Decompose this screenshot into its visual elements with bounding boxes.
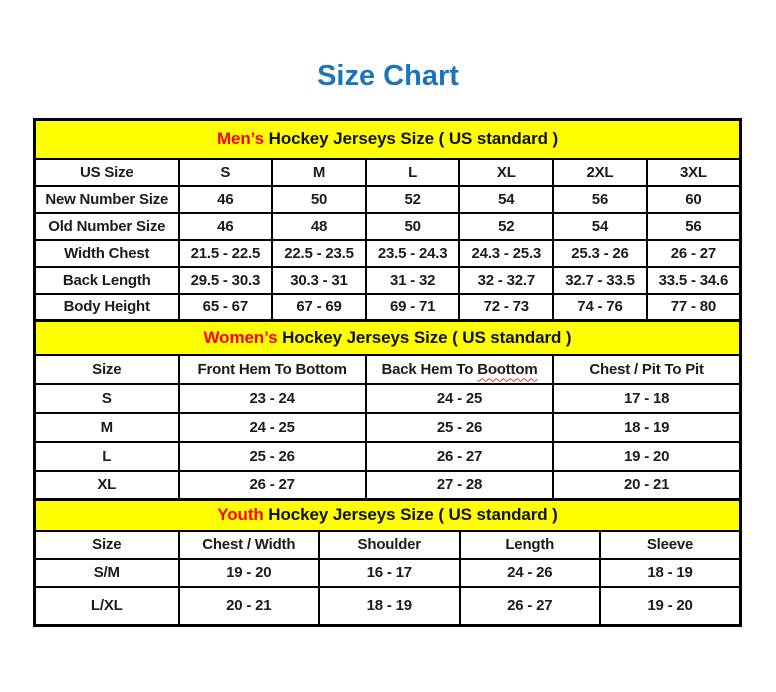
mens-data-cell: 25.3 - 26 (553, 240, 647, 267)
mens-data-cell: 33.5 - 34.6 (647, 267, 741, 294)
mens-row-label: New Number Size (35, 186, 179, 213)
youth-data-cell: 24 - 26 (460, 559, 601, 587)
youth-column-header-0: Size (35, 531, 179, 559)
mens-row-2 (35, 240, 741, 267)
mens-data-cell: 74 - 76 (553, 294, 647, 321)
mens-section-header (35, 120, 741, 159)
youth-section-header-text: Hockey Jerseys Size ( US standard ) (263, 505, 558, 525)
youth-data-cell: 26 - 27 (460, 587, 601, 626)
womens-row-label: M (35, 413, 179, 442)
mens-row-label: Back Length (35, 267, 179, 294)
mens-row-3 (35, 267, 741, 294)
mens-row-label: Old Number Size (35, 213, 179, 240)
mens-row-label: Body Height (35, 294, 179, 321)
youth-data-cell: 18 - 19 (600, 559, 741, 587)
mens-data-cell: 32.7 - 33.5 (553, 267, 647, 294)
mens-data-cell: 30.3 - 31 (272, 267, 366, 294)
womens-data-cell: 18 - 19 (553, 413, 740, 442)
youth-row-label: L/XL (35, 587, 179, 626)
mens-data-cell: 26 - 27 (647, 240, 741, 267)
mens-row-4 (35, 294, 741, 321)
mens-row-1 (35, 213, 741, 240)
mens-data-cell: 54 (553, 213, 647, 240)
mens-column-header-0: US Size (35, 159, 179, 186)
page-title: Size Chart (317, 60, 459, 92)
youth-data-cell: 20 - 21 (179, 587, 320, 626)
womens-row-label: S (35, 384, 179, 413)
mens-data-cell: 52 (366, 186, 460, 213)
womens-data-cell: 17 - 18 (553, 384, 740, 413)
mens-section-header-highlight: Men’s (216, 129, 265, 149)
header-text: Back Hem To (381, 360, 478, 378)
womens-row-3 (35, 471, 741, 500)
mens-column-header-3: L (366, 159, 460, 186)
mens-data-cell: 65 - 67 (179, 294, 273, 321)
mens-data-cell: 52 (459, 213, 553, 240)
mens-column-header-2: M (272, 159, 366, 186)
mens-data-cell: 56 (647, 213, 741, 240)
youth-data-cell: 19 - 20 (179, 559, 320, 587)
youth-column-header-3: Length (460, 531, 601, 559)
mens-row-label: Width Chest (35, 240, 179, 267)
mens-data-cell: 67 - 69 (272, 294, 366, 321)
mens-data-cell: 22.5 - 23.5 (272, 240, 366, 267)
mens-data-cell: 46 (179, 186, 273, 213)
mens-data-cell: 77 - 80 (647, 294, 741, 321)
mens-data-cell: 29.5 - 30.3 (179, 267, 273, 294)
mens-data-cell: 23.5 - 24.3 (366, 240, 460, 267)
mens-column-header-6: 3XL (647, 159, 741, 186)
womens-row-label: XL (35, 471, 179, 500)
womens-section-header-highlight: Women’s (203, 327, 278, 347)
mens-data-cell: 56 (553, 186, 647, 213)
misspelled-word-squiggle: Boottom (477, 360, 538, 378)
mens-data-cell: 72 - 73 (459, 294, 553, 321)
womens-section-header-text: Hockey Jerseys Size ( US standard ) (277, 327, 572, 347)
youth-column-header-4: Sleeve (600, 531, 741, 559)
mens-data-cell: 69 - 71 (366, 294, 460, 321)
womens-data-cell: 25 - 26 (179, 442, 366, 471)
womens-data-cell: 26 - 27 (366, 442, 553, 471)
womens-row-1 (35, 413, 741, 442)
womens-row-0 (35, 384, 741, 413)
mens-data-cell: 46 (179, 213, 273, 240)
mens-data-cell: 32 - 32.7 (459, 267, 553, 294)
womens-column-header-1: Front Hem To Bottom (179, 355, 366, 384)
mens-data-cell: 50 (272, 186, 366, 213)
size-chart (33, 118, 739, 627)
womens-column-header-2 (366, 355, 553, 384)
youth-column-header-2: Shoulder (319, 531, 460, 559)
youth-column-header-row (35, 531, 741, 559)
mens-data-cell: 24.3 - 25.3 (459, 240, 553, 267)
womens-column-header-0: Size (35, 355, 179, 384)
womens-data-cell: 20 - 21 (553, 471, 740, 500)
mens-data-cell: 48 (272, 213, 366, 240)
womens-row-2 (35, 442, 741, 471)
womens-data-cell: 23 - 24 (179, 384, 366, 413)
womens-row-label: L (35, 442, 179, 471)
mens-data-cell: 54 (459, 186, 553, 213)
mens-data-cell: 50 (366, 213, 460, 240)
mens-row-0 (35, 186, 741, 213)
mens-column-header-4: XL (459, 159, 553, 186)
youth-data-cell: 19 - 20 (600, 587, 741, 626)
youth-row-1 (35, 587, 741, 626)
youth-section-header (35, 500, 741, 531)
womens-size-table (33, 319, 742, 501)
womens-column-header-row (35, 355, 741, 384)
womens-column-header-3: Chest / Pit To Pit (553, 355, 740, 384)
mens-data-cell: 31 - 32 (366, 267, 460, 294)
mens-column-header-5: 2XL (553, 159, 647, 186)
womens-data-cell: 24 - 25 (179, 413, 366, 442)
womens-data-cell: 25 - 26 (366, 413, 553, 442)
mens-column-header-1: S (179, 159, 273, 186)
youth-section-header-highlight: Youth (217, 505, 264, 525)
mens-data-cell: 21.5 - 22.5 (179, 240, 273, 267)
youth-data-cell: 18 - 19 (319, 587, 460, 626)
mens-column-header-row (35, 159, 741, 186)
mens-section-header-text: Hockey Jerseys Size ( US standard ) (264, 129, 559, 149)
youth-data-cell: 16 - 17 (319, 559, 460, 587)
mens-size-table (33, 118, 742, 322)
youth-size-table (33, 498, 742, 627)
womens-section-header (35, 321, 741, 355)
womens-data-cell: 27 - 28 (366, 471, 553, 500)
youth-row-label: S/M (35, 559, 179, 587)
youth-row-0 (35, 559, 741, 587)
womens-data-cell: 24 - 25 (366, 384, 553, 413)
womens-data-cell: 19 - 20 (553, 442, 740, 471)
youth-column-header-1: Chest / Width (179, 531, 320, 559)
womens-data-cell: 26 - 27 (179, 471, 366, 500)
mens-data-cell: 60 (647, 186, 741, 213)
